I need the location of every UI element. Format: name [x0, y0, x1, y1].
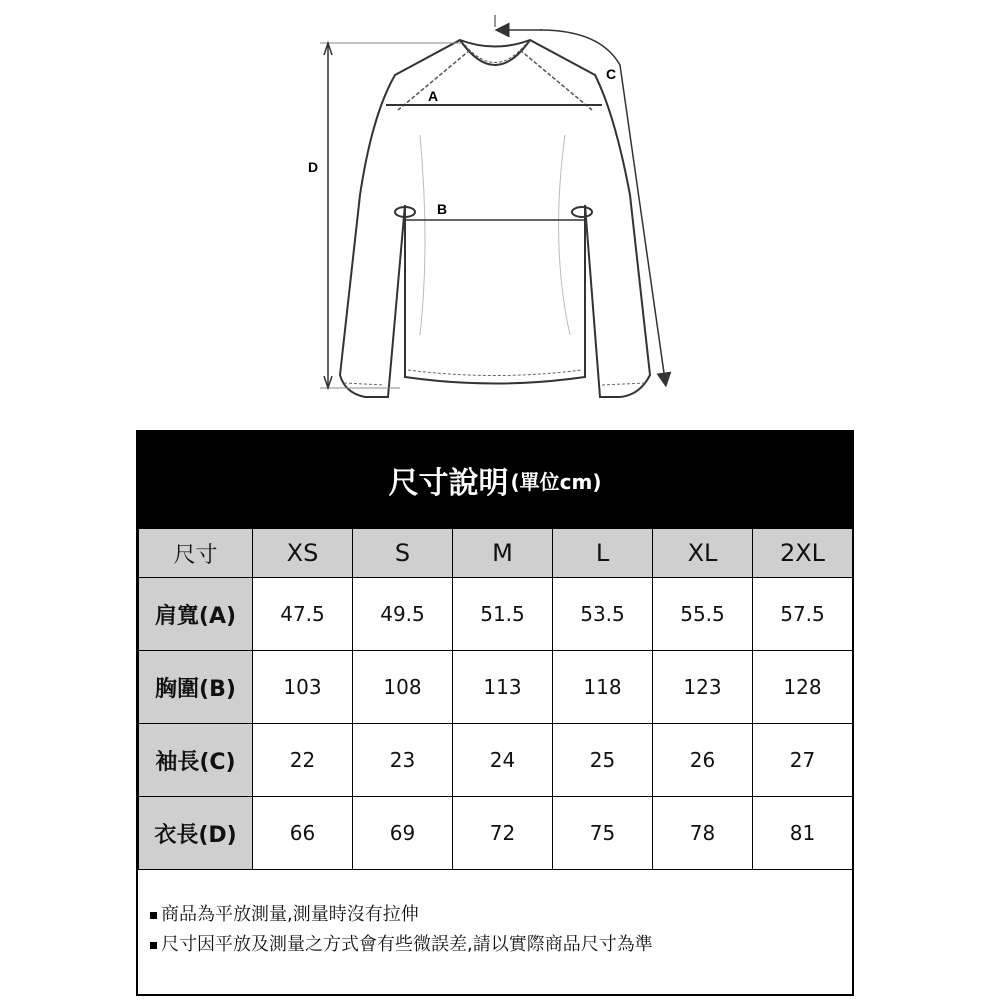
table-cell: 72 — [453, 797, 553, 870]
table-cell: 57.5 — [753, 578, 853, 651]
table-cell: 81 — [753, 797, 853, 870]
table-cell: 23 — [353, 724, 453, 797]
label-c: C — [606, 66, 617, 82]
table-cell: 128 — [753, 651, 853, 724]
garment-diagram — [280, 5, 720, 405]
fold-line-left — [420, 135, 425, 335]
shirt-illustration — [280, 5, 720, 405]
row-label-chest: 胸圍(B) — [139, 651, 253, 724]
table-cell: 26 — [653, 724, 753, 797]
left-cuff-stitch — [344, 383, 384, 385]
shirt-outline — [340, 40, 650, 397]
table-cell: 22 — [253, 724, 353, 797]
label-a: A — [428, 88, 439, 104]
size-table — [138, 528, 853, 870]
table-row — [139, 651, 853, 724]
table-cell: 78 — [653, 797, 753, 870]
row-label-sleeve: 袖長(C) — [139, 724, 253, 797]
size-column-header: XL — [653, 529, 753, 578]
table-cell: 75 — [553, 797, 653, 870]
table-cell: 49.5 — [353, 578, 453, 651]
right-raglan-seam — [520, 50, 592, 110]
size-chart — [136, 430, 854, 996]
size-column-header: 2XL — [753, 529, 853, 578]
note-item — [150, 900, 852, 930]
table-cell: 47.5 — [253, 578, 353, 651]
size-column-header: L — [553, 529, 653, 578]
label-b: B — [437, 201, 448, 217]
row-label-length: 衣長(D) — [139, 797, 253, 870]
table-cell: 123 — [653, 651, 753, 724]
bullet-square-icon — [150, 912, 157, 919]
size-column-header: S — [353, 529, 453, 578]
table-cell: 66 — [253, 797, 353, 870]
note-item — [150, 930, 852, 960]
chest-marker-right — [572, 207, 592, 217]
row-label-shoulder: 肩寬(A) — [139, 578, 253, 651]
note-text: 商品為平放測量,測量時沒有拉伸 — [161, 904, 419, 925]
note-text: 尺寸因平放及測量之方式會有些微誤差,請以實際商品尺寸為準 — [161, 934, 653, 955]
table-row — [139, 797, 853, 870]
size-column-header: XS — [253, 529, 353, 578]
table-cell: 24 — [453, 724, 553, 797]
notes-section — [138, 870, 852, 960]
table-cell: 25 — [553, 724, 653, 797]
table-cell: 118 — [553, 651, 653, 724]
right-cuff-stitch — [602, 383, 645, 385]
table-cell: 53.5 — [553, 578, 653, 651]
table-cell: 113 — [453, 651, 553, 724]
size-chart-unit: (單位cm) — [510, 469, 602, 494]
fold-line-right — [559, 135, 570, 335]
table-cell: 69 — [353, 797, 453, 870]
size-header-row — [139, 529, 853, 578]
label-d: D — [308, 159, 319, 175]
table-row — [139, 724, 853, 797]
corner-label: 尺寸 — [139, 529, 253, 578]
table-cell: 55.5 — [653, 578, 753, 651]
size-chart-header — [138, 432, 852, 528]
table-cell: 108 — [353, 651, 453, 724]
hem-stitch — [408, 370, 582, 376]
table-cell: 27 — [753, 724, 853, 797]
collar-stitch — [465, 45, 525, 63]
size-column-header: M — [453, 529, 553, 578]
table-row — [139, 578, 853, 651]
table-cell: 51.5 — [453, 578, 553, 651]
table-cell: 103 — [253, 651, 353, 724]
bullet-square-icon — [150, 942, 157, 949]
size-chart-title: 尺寸說明 — [388, 466, 509, 501]
